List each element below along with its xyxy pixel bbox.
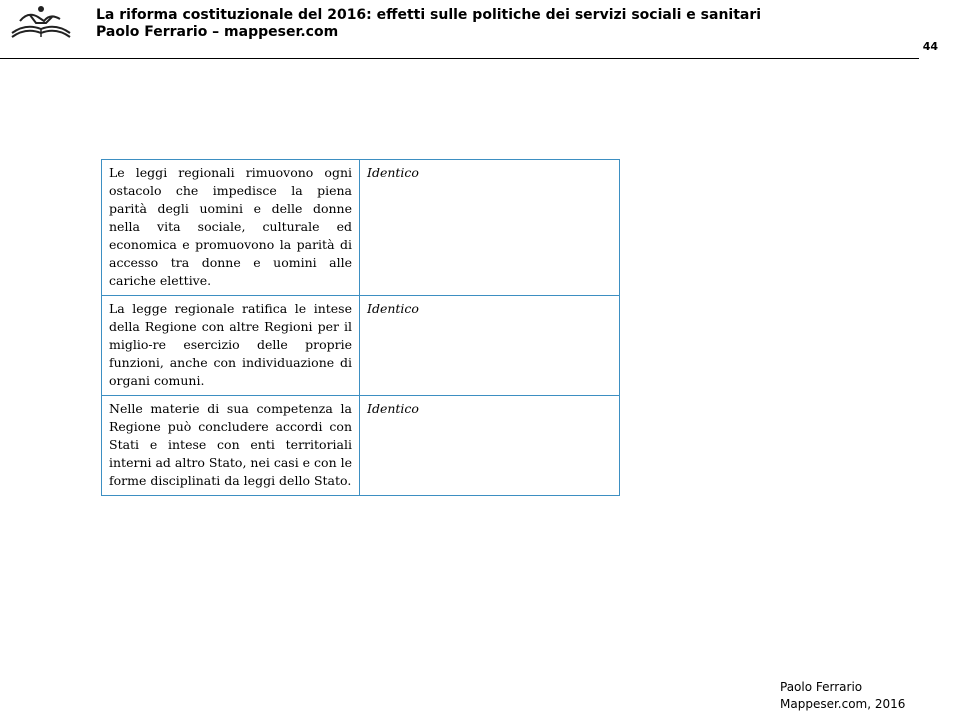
comparison-table	[101, 159, 620, 496]
table-cell-original: Le leggi regionali rimuovono ogni ostacolo che impedisce la piena parità degli uomini e delle donne nella vita sociale, culturale ed economica e promuovono la parità di accesso tra donne e uomini alle cariche elettive.	[102, 160, 360, 296]
handshake-book-logo-icon	[8, 3, 74, 43]
table-cell-original: Nelle materie di sua competenza la Regione può concludere accordi con Stati e intese con enti territoriali interni ad altro Stato, nei casi e con le forme disciplinati da leggi dello Stato.	[102, 396, 360, 496]
footer-author: Paolo Ferrario	[780, 680, 863, 694]
table-row	[102, 296, 620, 396]
page-subtitle: Paolo Ferrario – mappeser.com	[96, 24, 339, 40]
table-cell-reform: Identico	[360, 296, 620, 396]
table-row	[102, 396, 620, 496]
header-divider	[0, 58, 919, 59]
page-number: 44	[922, 40, 938, 53]
page-title: La riforma costituzionale del 2016: effetti sulle politiche dei servizi sociali e sanitari	[96, 7, 762, 23]
table-cell-reform: Identico	[360, 396, 620, 496]
table-cell-original: La legge regionale ratifica le intese della Regione con altre Regioni per il miglio-re esercizio delle proprie funzioni, anche con individuazione di organi comuni.	[102, 296, 360, 396]
table-cell-reform: Identico	[360, 160, 620, 296]
footer-site: Mappeser.com, 2016	[780, 697, 906, 711]
footer-credit	[780, 679, 905, 713]
table-row	[102, 160, 620, 296]
